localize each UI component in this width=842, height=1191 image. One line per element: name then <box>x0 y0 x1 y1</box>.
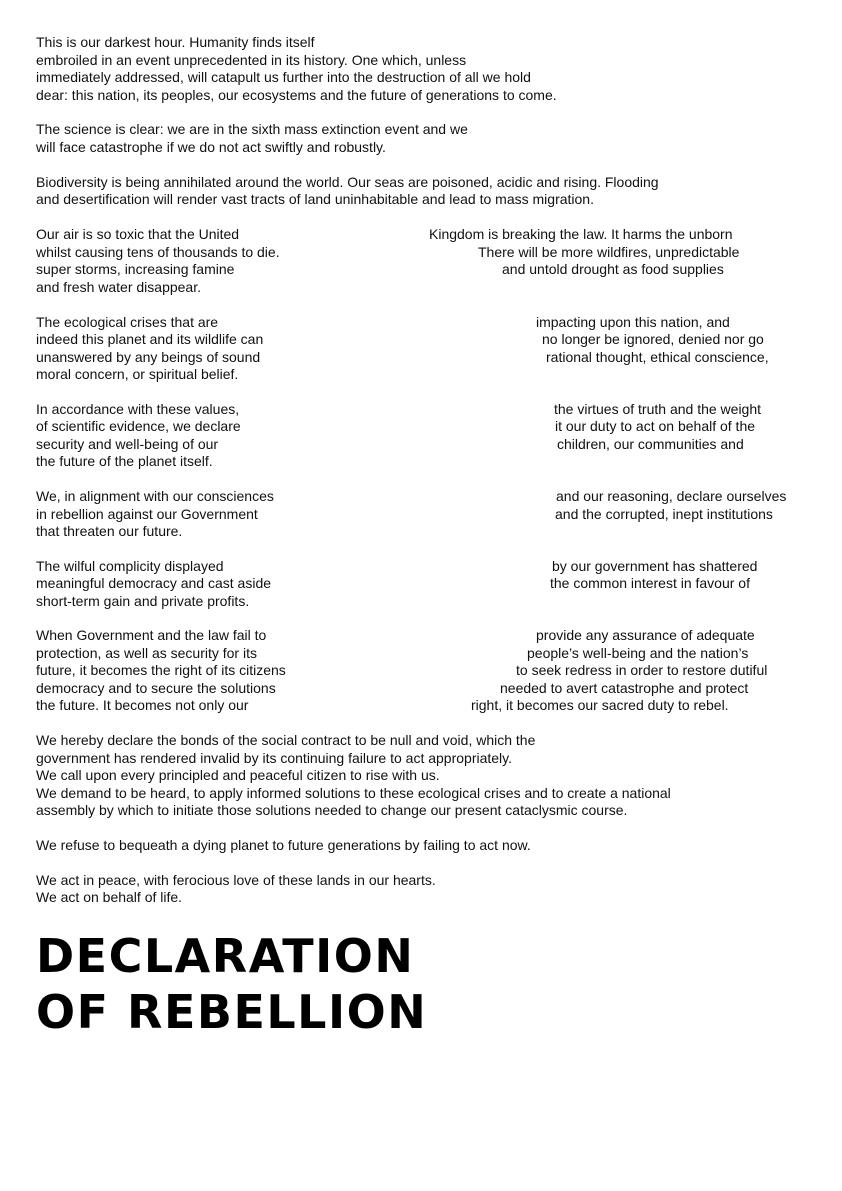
text-line-right: There will be more wildfires, unpredictable <box>478 243 740 260</box>
text-line-right: no longer be ignored, denied nor go <box>542 331 764 347</box>
text-line: government has rendered invalid by its continuing failure to act appropriately. <box>36 749 513 766</box>
text-line-right: and our reasoning, declare ourselves <box>556 488 787 504</box>
text-line-right: to seek redress in order to restore dutiful <box>516 662 768 678</box>
text-line-left: that threaten our future. <box>36 523 183 539</box>
text-line-right: right, it becomes our sacred duty to rebel. <box>471 697 729 713</box>
text-line-right: it our duty to act on behalf of the <box>555 418 756 434</box>
text-line-left: short-term gain and private profits. <box>36 592 250 609</box>
text-line: The science is clear: we are in the sixth mass extinction event and we <box>36 121 468 137</box>
text-line: We act in peace, with ferocious love of these lands in our hearts. <box>36 871 436 888</box>
text-line-left: meaningful democracy and cast aside <box>36 575 272 591</box>
text-line: We refuse to bequeath a dying planet to future generations by failing to act now. <box>36 837 531 853</box>
text-line-left: the future. It becomes not only our <box>36 697 249 713</box>
text-line-left: unanswered by any beings of sound <box>36 348 261 365</box>
text-line-left: in rebellion against our Government <box>36 505 258 522</box>
text-line-right: and untold drought as food supplies <box>502 261 724 277</box>
text-line: This is our darkest hour. Humanity finds itself <box>36 34 315 50</box>
text-line-left: moral concern, or spiritual belief. <box>36 366 239 382</box>
text-line: and desertification will render vast tracts of land uninhabitable and lead to mass migration. <box>36 191 594 207</box>
text-line: We hereby declare the bonds of the social contract to be null and void, which the <box>36 732 536 748</box>
text-line-right: the common interest in favour of <box>550 575 750 591</box>
text-line: dear: this nation, its peoples, our ecosystems and the future of generations to come. <box>36 86 557 103</box>
text-line-left: super storms, increasing famine <box>36 261 235 277</box>
text-line-left: We, in alignment with our consciences <box>36 488 274 504</box>
page-title-line-1: DECLARATION <box>36 929 415 983</box>
text-line-right: the virtues of truth and the weight <box>554 400 762 417</box>
text-line-left: In accordance with these values, <box>36 400 240 417</box>
text-line: We call upon every principled and peaceful citizen to rise with us. <box>36 767 440 783</box>
text-line-right: impacting upon this nation, and <box>536 313 730 330</box>
text-line: We act on behalf of life. <box>36 889 183 905</box>
text-line-left: The wilful complicity displayed <box>36 557 224 574</box>
text-line: immediately addressed, will catapult us further into the destruction of all we hold <box>36 69 531 85</box>
text-line-left: future, it becomes the right of its citizens <box>36 662 286 678</box>
text-line-right: people’s well-being and the nation’s <box>527 644 749 661</box>
text-line: will face catastrophe if we do not act swiftly and robustly. <box>36 138 386 155</box>
text-line-left: whilst causing tens of thousands to die. <box>36 243 280 260</box>
text-line-left: the future of the planet itself. <box>36 453 213 469</box>
text-line-left: When Government and the law fail to <box>36 627 267 643</box>
text-line-left: The ecological crises that are <box>36 313 219 330</box>
text-line-left: democracy and to secure the solutions <box>36 679 276 696</box>
text-line: assembly by which to initiate those solutions needed to change our present cataclysmic course. <box>36 802 628 818</box>
text-line-left: protection, as well as security for its <box>36 644 257 661</box>
text-line-right: and the corrupted, inept institutions <box>555 505 773 522</box>
text-line-right: rational thought, ethical conscience, <box>546 348 769 365</box>
text-line-right: needed to avert catastrophe and protect <box>500 679 749 696</box>
text-line-left: security and well-being of our <box>36 435 219 452</box>
text-line-right: Kingdom is breaking the law. It harms the unborn <box>429 226 733 242</box>
text-line-left: and fresh water disappear. <box>36 278 201 295</box>
text-line: We demand to be heard, to apply informed solutions to these ecological crises and to create a national <box>36 784 671 801</box>
text-line-right: children, our communities and <box>557 435 744 452</box>
text-line-right: by our government has shattered <box>552 557 758 574</box>
text-line-left: indeed this planet and its wildlife can <box>36 331 264 347</box>
page-title-line-2: OF REBELLION <box>36 985 428 1039</box>
text-line: embroiled in an event unprecedented in its history. One which, unless <box>36 51 467 68</box>
text-line: Biodiversity is being annihilated around the world. Our seas are poisoned, acidic and rising. Flooding <box>36 173 659 190</box>
text-line-right: provide any assurance of adequate <box>536 627 755 643</box>
text-line-left: Our air is so toxic that the United <box>36 226 240 242</box>
text-line-left: of scientific evidence, we declare <box>36 418 241 434</box>
